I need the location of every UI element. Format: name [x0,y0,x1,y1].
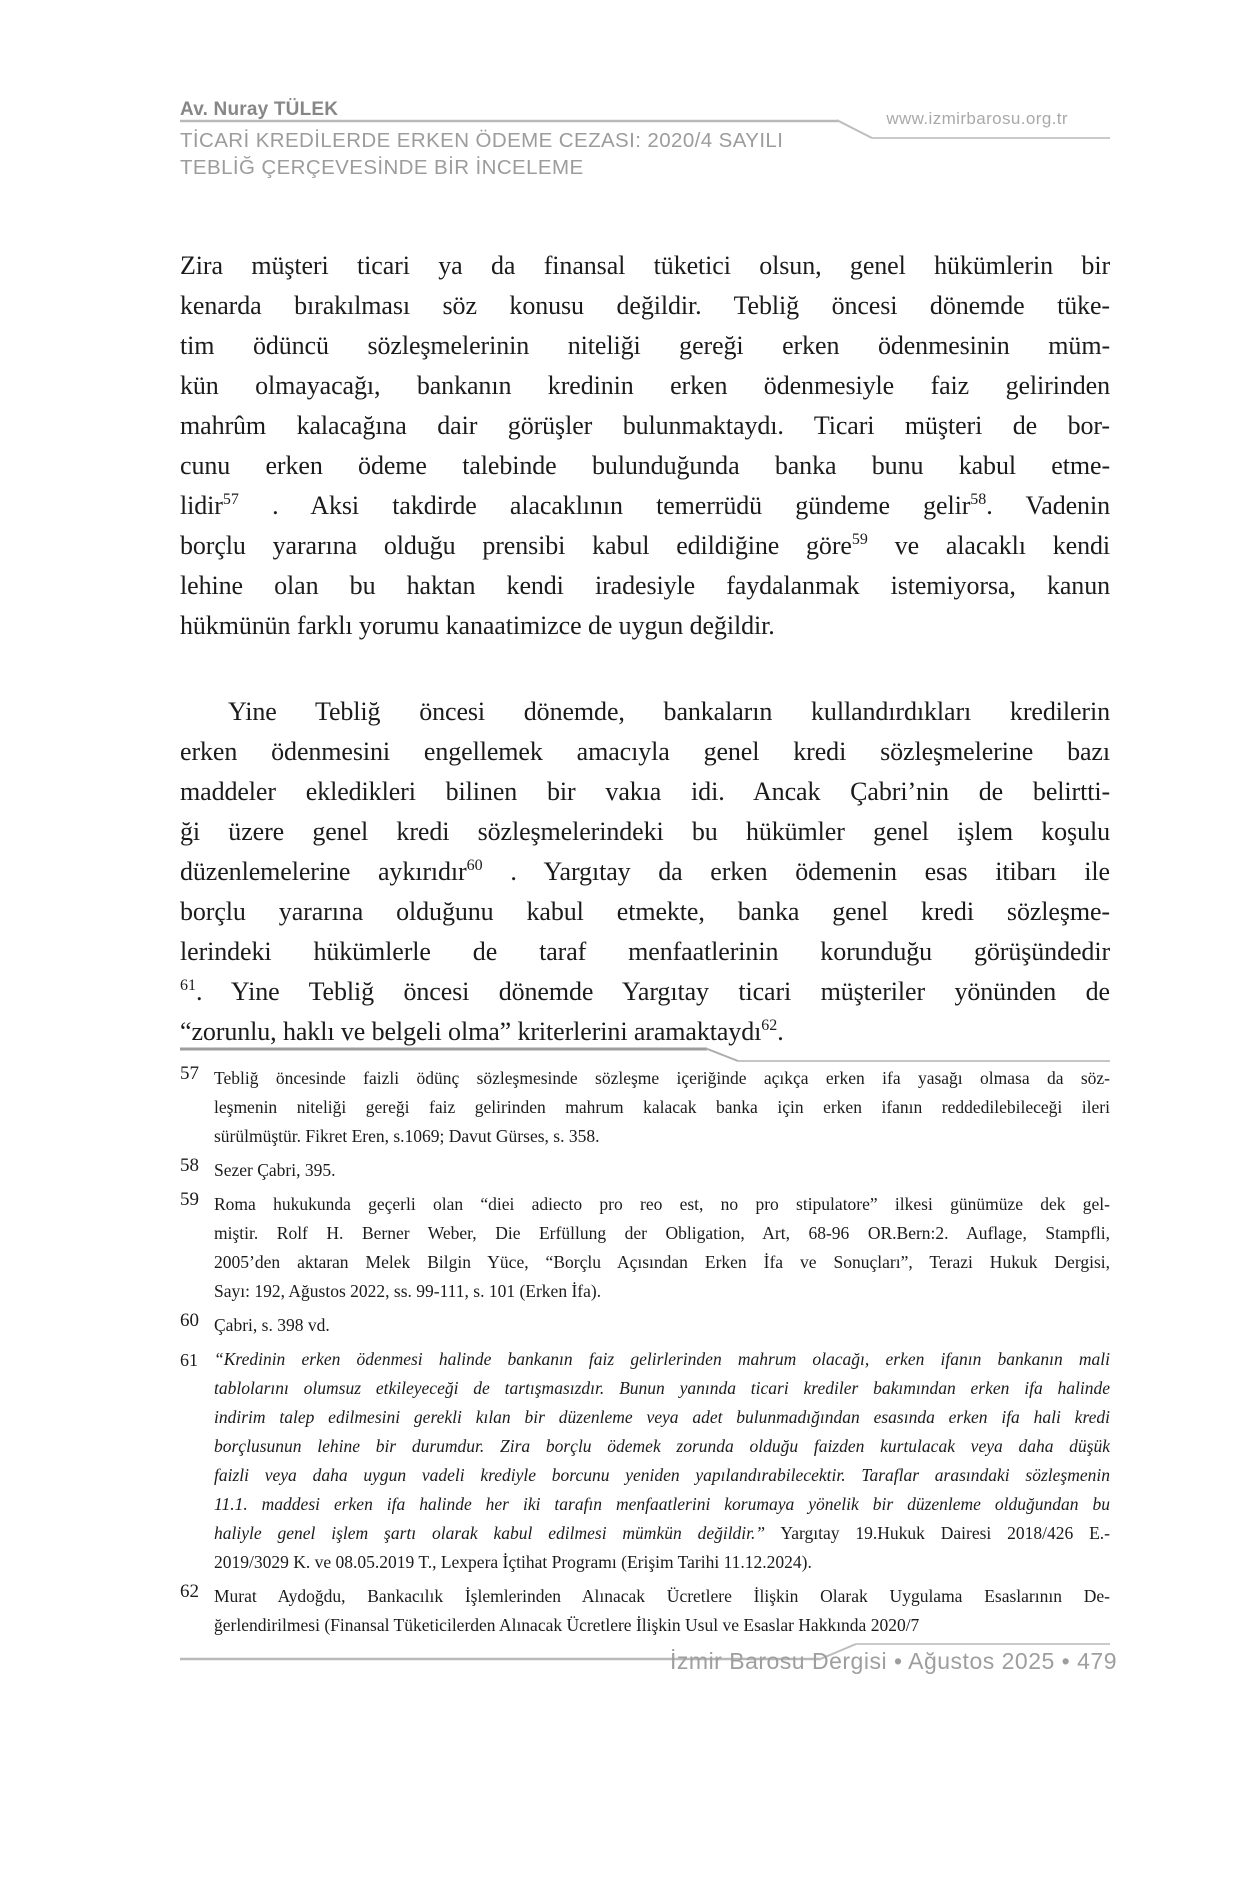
italic-quote-text: borçlusunun lehine bir durumdur. Zira borçlu ödemek zorunda olduğu faizden kurtulacak veya daha düşük [214,1436,1110,1456]
footnote-line: miştir. Rolf H. Berner Weber, Die Erfüllung der Obligation, Art, 68-96 OR.Bern:2. Auflage, Stampfli, [214,1223,1110,1243]
italic-quote-text: “Kredinin erken ödenmesi halinde bankanın faiz gelirlerinden mahrum olacağı, erken ifanın bankanın mali [214,1349,1110,1369]
footnote-reference: 58 [970,491,987,508]
body-paragraph [180,692,1110,1052]
footnote-line: Sayı: 192, Ağustos 2022, ss. 99-111, s. 101 (Erken İfa). [214,1281,602,1301]
footnote-line [214,1432,1110,1461]
article-title-line-1: TİCARİ KREDİLERDE ERKEN ÖDEME CEZASI: 2020/4 SAYILI [180,129,784,152]
footnote [180,1311,1110,1340]
body-line: lehine olan bu haktan kendi iradesiyle faydalanmak istemiyorsa, kanun [180,571,1110,600]
footnote-line [214,1461,1110,1490]
footnote-number: 58 [180,1155,199,1176]
footnote [180,1190,1110,1306]
body-line: lerindeki hükümlerle de taraf menfaatlerinin korunduğu görüşündedir [180,937,1110,966]
body-line: “zorunlu, haklı ve belgeli olma” kriterlerini aramaktaydı$^{62}$. [180,1017,784,1046]
body-line: Zira müşteri ticari ya da finansal tüketici olsun, genel hükümlerin bir [180,251,1110,280]
body-line: düzenlemelerine aykırıdır$^{60}$ . Yargıtay da erken ödemenin esas itibarı ile [180,857,1110,886]
body-line: maddeler ekledikleri bilinen bir vakıa idi. Ancak Çabri’nin de belirtti- [180,777,1110,806]
body-line: erken ödenmesini engellemek amacıyla genel kredi sözleşmelerine bazı [180,737,1110,766]
footnote-line [214,1403,1110,1432]
footnote-reference: 62 [761,1017,778,1034]
footnote-line: sürülmüştür. Fikret Eren, s.1069; Davut Gürses, s. 358. [214,1126,600,1146]
footnote-separator-rule [180,1042,1110,1066]
body-line: ği üzere genel kredi sözleşmelerindeki bu hükümler genel işlem koşulu [180,817,1110,846]
italic-quote-text: tablolarını olumsuz etkileyeceği de tartışmasızdır. Bunun yanında ticari krediler bakımından erken ifa halinde [214,1378,1110,1398]
footnote-reference: 59 [851,531,868,548]
article-body [180,246,1110,1052]
footnote-reference: 57 [222,491,239,508]
footnote-line [214,1374,1110,1403]
footnote [180,1345,1110,1577]
footnote-line: Sezer Çabri, 395. [214,1160,336,1180]
body-line: Yine Tebliğ öncesi dönemde, bankaların kullandırdıkları kredilerin [228,697,1110,726]
footnote-line: 2005’den aktaran Melek Bilgin Yüce, “Borçlu Açısından Erken İfa ve Sonuçları”, Terazi Hukuk Dergisi, [214,1252,1110,1272]
footnote [180,1582,1110,1640]
footnotes-block [180,1064,1110,1645]
footnote-line: Tebliğ öncesinde faizli ödünç sözleşmesinde sözleşme içeriğinde açıkça erken ifa yasağı olmasa da söz- [214,1068,1110,1088]
italic-quote-text: 11.1. maddesi erken ifa halinde her iki tarafın menfaatlerini korumaya yönelik bir düzenleme olduğundan bu [214,1494,1110,1514]
footnote-number: 60 [180,1310,199,1331]
author-name: Av. Nuray TÜLEK [180,99,339,120]
body-line: cunu erken ödeme talebinde bulunduğunda banka bunu kabul etme- [180,451,1110,480]
body-line: kenarda bırakılması söz konusu değildir. Tebliğ öncesi dönemde tüke- [180,291,1110,320]
body-line: mahrûm kalacağına dair görüşler bulunmaktaydı. Ticari müşteri de bor- [180,411,1110,440]
footnote [180,1156,1110,1185]
article-title-line-2: TEBLİĞ ÇERÇEVESİNDE BİR İNCELEME [180,156,584,179]
footnote [180,1064,1110,1151]
body-line: lidir$^{57}$ . Aksi takdirde alacaklının temerrüdü gündeme gelir$^{58}$. Vadenin [180,491,1110,520]
body-paragraph [180,246,1110,646]
article-title [180,127,940,181]
footnote-number: 59 [180,1189,199,1210]
journal-website-url: www.izmirbarosu.org.tr [886,109,1068,128]
footnote-line: 2019/3029 K. ve 08.05.2019 T., Lexpera İçtihat Programı (Erişim Tarihi 11.12.2024). [214,1552,812,1572]
italic-quote-text: indirim talep edilmesini gerekli kılan bir düzenleme veya adet bulunmadığından esasında erken ifa hali kredi [214,1407,1110,1427]
body-line: $^{61}$. Yine Tebliğ öncesi dönemde Yargıtay ticari müşteriler yönünden de [180,977,1110,1006]
footnote-line: Murat Aydoğdu, Bankacılık İşlemlerinden Alınacak Ücretlere İlişkin Olarak Uygulama Esaslarının De- [214,1586,1110,1606]
footnote-number: 57 [180,1063,199,1084]
italic-quote-text: haliyle genel işlem şartı olarak kabul edilmesi mümkün değildir.” [214,1523,766,1543]
body-line: borçlu yararına olduğunu kabul etmekte, banka genel kredi sözleşme- [180,897,1110,926]
footnote-line [214,1345,1110,1374]
footnote-reference: 60 [466,857,483,874]
footnote-line: leşmenin niteliği gereği faiz gelirinden mahrum kalacak banka için erken ifanın reddedilebileceği ileri [214,1097,1110,1117]
footnote-number: 61 [180,1350,198,1370]
footnote-line: Çabri, s. 398 vd. [214,1315,330,1335]
footnote-line: haliyle genel işlem şartı olarak kabul edilmesi mümkün değildir.” Yargıtay 19.Hukuk Dairesi 2018/426 E.- [214,1523,1110,1543]
footnote-line [214,1490,1110,1519]
footnote-line: ğerlendirilmesi (Finansal Tüketicilerden Alınacak Ücretlere İlişkin Usul ve Esaslar Hakkında 2020/7 [214,1615,920,1635]
footnote-number: 62 [180,1581,199,1602]
footnote-reference: 61 [180,977,196,994]
italic-quote-text: faizli veya daha uygun vadeli krediyle borcunu yeniden yapılandırabilecektir. Taraflar arasındaki sözleşmenin [214,1465,1110,1485]
body-line: borçlu yararına olduğu prensibi kabul edildiğine göre$^{59}$ ve alacaklı kendi [180,531,1110,560]
body-line: hükmünün farklı yorumu kanaatimizce de uygun değildir. [180,611,775,640]
footnote-line: Roma hukukunda geçerli olan “diei adiecto pro reo est, no pro stipulatore” ilkesi günümüze dek gel- [214,1194,1110,1214]
footer-journal-page-info: İzmir Barosu Dergisi • Ağustos 2025 • 479 [670,1648,1117,1674]
body-line: kün olmayacağı, bankanın kredinin erken ödenmesiyle faiz gelirinden [180,371,1110,400]
body-line: tim ödüncü sözleşmelerinin niteliği gereği erken ödenmesinin müm- [180,331,1110,360]
